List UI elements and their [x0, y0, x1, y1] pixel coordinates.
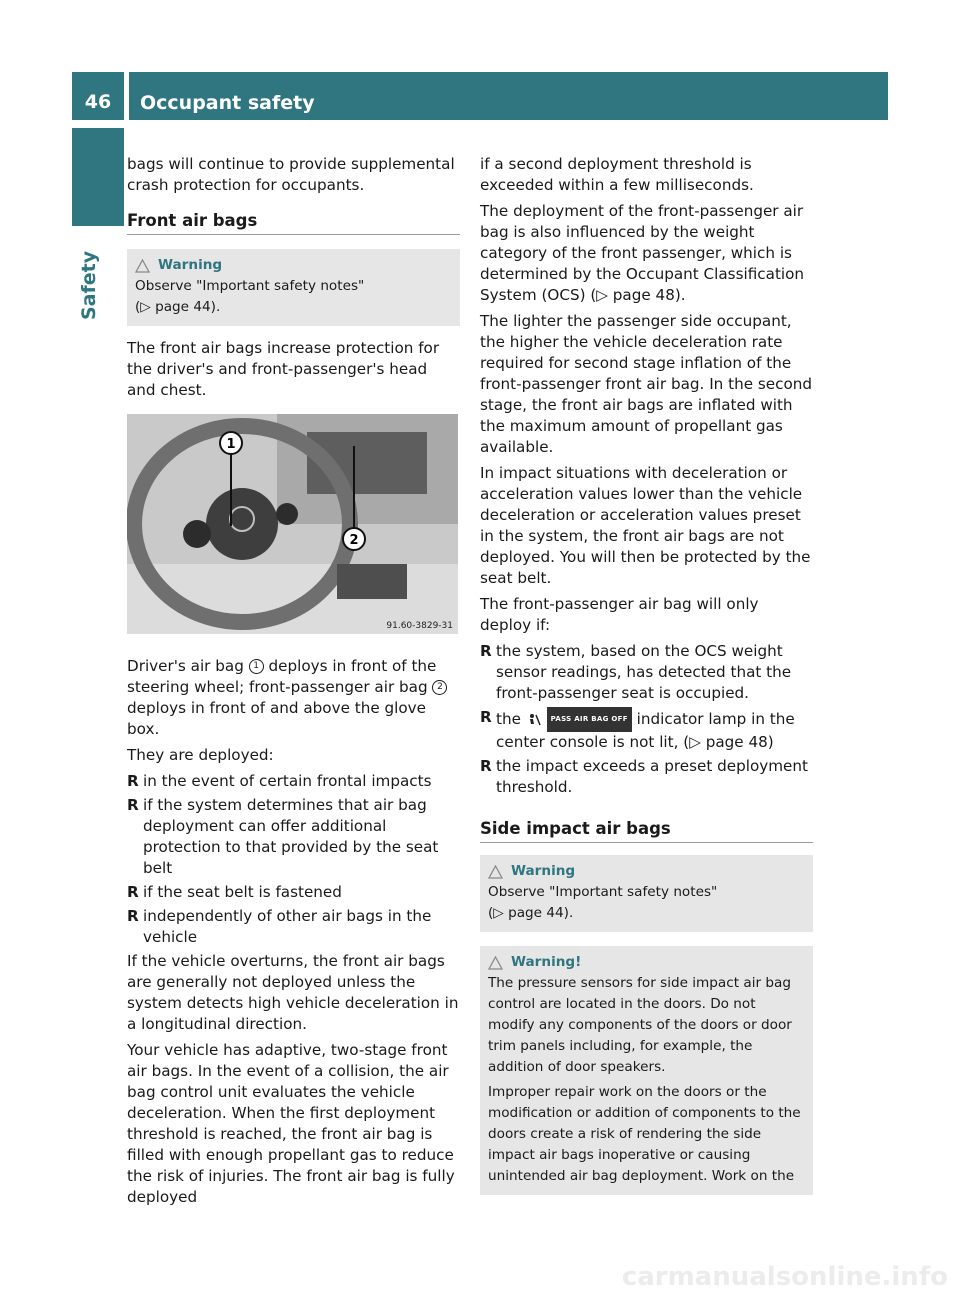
list-item: R if the seat belt is fastened — [127, 883, 342, 901]
warning-title: Warning! — [511, 954, 582, 970]
section-label: Safety — [78, 250, 100, 320]
paragraph: The deployment of the front-passenger air bag is also influenced by the weight category of the front passenger, which is determined by the Occupant Classification System (OCS) (▷ page 48). — [480, 202, 805, 304]
callout-1-icon: 1 — [249, 659, 264, 674]
heading-side-impact-air-bags: Side impact air bags — [480, 818, 813, 843]
dashboard-photo — [127, 414, 458, 634]
figure-label-1: 1 — [226, 437, 236, 452]
warning-line: Observe "Important safety notes" — [488, 884, 718, 900]
section-tab — [72, 128, 124, 226]
warning-triangle-icon — [488, 865, 503, 879]
warning-title: Warning — [511, 863, 576, 879]
watermark: carmanualsonline.info — [621, 1262, 948, 1292]
figure-label-2: 2 — [349, 533, 359, 548]
warning-line: (▷ page 44). — [135, 299, 221, 315]
warning-paragraph: The pressure sensors for side impact air bag control are located in the doors. Do not modify any components of the doors or door trim panels including, for example, the addition of door speakers. — [488, 975, 792, 1075]
overturn-paragraph: If the vehicle overturns, the front air bags are generally not deployed unless the system detects high vehicle deceleration in a longitudinal direction. — [127, 952, 459, 1033]
paragraph: The lighter the passenger side occupant, the higher the vehicle deceleration rate required for second stage inflation of the front-passenger front air bag. In the second stage, the front air bags are inflated with the maximum amount of propellant gas available. — [480, 312, 813, 456]
paragraph: In impact situations with deceleration or acceleration values lower than the vehicle deceleration or acceleration values preset in the system, the front air bags are not deployed. You will then be protected by the seat belt. — [480, 464, 811, 587]
figure-code: 91.60-3829-31 — [386, 621, 453, 631]
deployed-paragraph: They are deployed: — [127, 746, 274, 764]
left-column — [127, 154, 460, 1213]
warning-line: (▷ page 44). — [488, 905, 574, 921]
warning-box — [480, 855, 813, 932]
page-title: Occupant safety — [129, 72, 888, 120]
caption-paragraph: Driver's air bag 1 deploys in front of the steering wheel; front-passenger air bag 2 deploys in front of and above the glove box. — [127, 656, 460, 740]
heading-front-air-bags: Front air bags — [127, 210, 460, 235]
list-item: R independently of other air bags in the vehicle — [127, 907, 432, 946]
paragraph: The front-passenger air bag will only deploy if: — [480, 595, 759, 634]
adaptive-paragraph: Your vehicle has adaptive, two-stage front air bags. In the event of a collision, the air bag control unit evaluates the vehicle deceleration. When the first deployment threshold is reached, the front air bag is filled with enough propellant gas to reduce the risk of injuries. The front air bag is fully deployed — [127, 1041, 455, 1206]
intro-paragraph: bags will continue to provide supplemental crash protection for occupants. — [127, 155, 455, 194]
pass-air-bag-off-badge: PASS AIR BAG OFF — [547, 707, 632, 732]
front-air-bags-paragraph: The front air bags increase protection for the driver's and front-passenger's head and chest. — [127, 339, 440, 399]
paragraph: if a second deployment threshold is exceeded within a few milliseconds. — [480, 155, 754, 194]
warning-paragraph: Improper repair work on the doors or the modification or addition of components to the doors create a risk of rendering the side impact air bags inoperative or causing unintended air bag deployment. Work on the — [488, 1084, 801, 1184]
warning-line: Observe "Important safety notes" — [135, 278, 365, 294]
list-item: R if the system determines that air bag deployment can offer additional protection to that provided by the seat belt — [127, 796, 439, 877]
warning-title: Warning — [158, 257, 223, 273]
list-item: R in the event of certain frontal impacts — [127, 772, 432, 790]
passenger-airbag-icon — [526, 713, 542, 727]
warning-triangle-icon — [488, 956, 503, 970]
warning-box — [127, 249, 460, 326]
list-item: R the impact exceeds a preset deployment threshold. — [480, 757, 808, 796]
list-item: R the system, based on the OCS weight sensor readings, has detected that the front-passenger seat is occupied. — [480, 642, 792, 702]
warning-triangle-icon — [135, 259, 150, 273]
page-number: 46 — [72, 72, 124, 120]
right-column — [480, 154, 813, 1207]
callout-2-icon: 2 — [432, 680, 447, 695]
list-item: R the PASS AIR BAG OFF indicator lamp in the center console is not lit, (▷ page 48) — [480, 708, 795, 751]
warning-box — [480, 946, 813, 1195]
